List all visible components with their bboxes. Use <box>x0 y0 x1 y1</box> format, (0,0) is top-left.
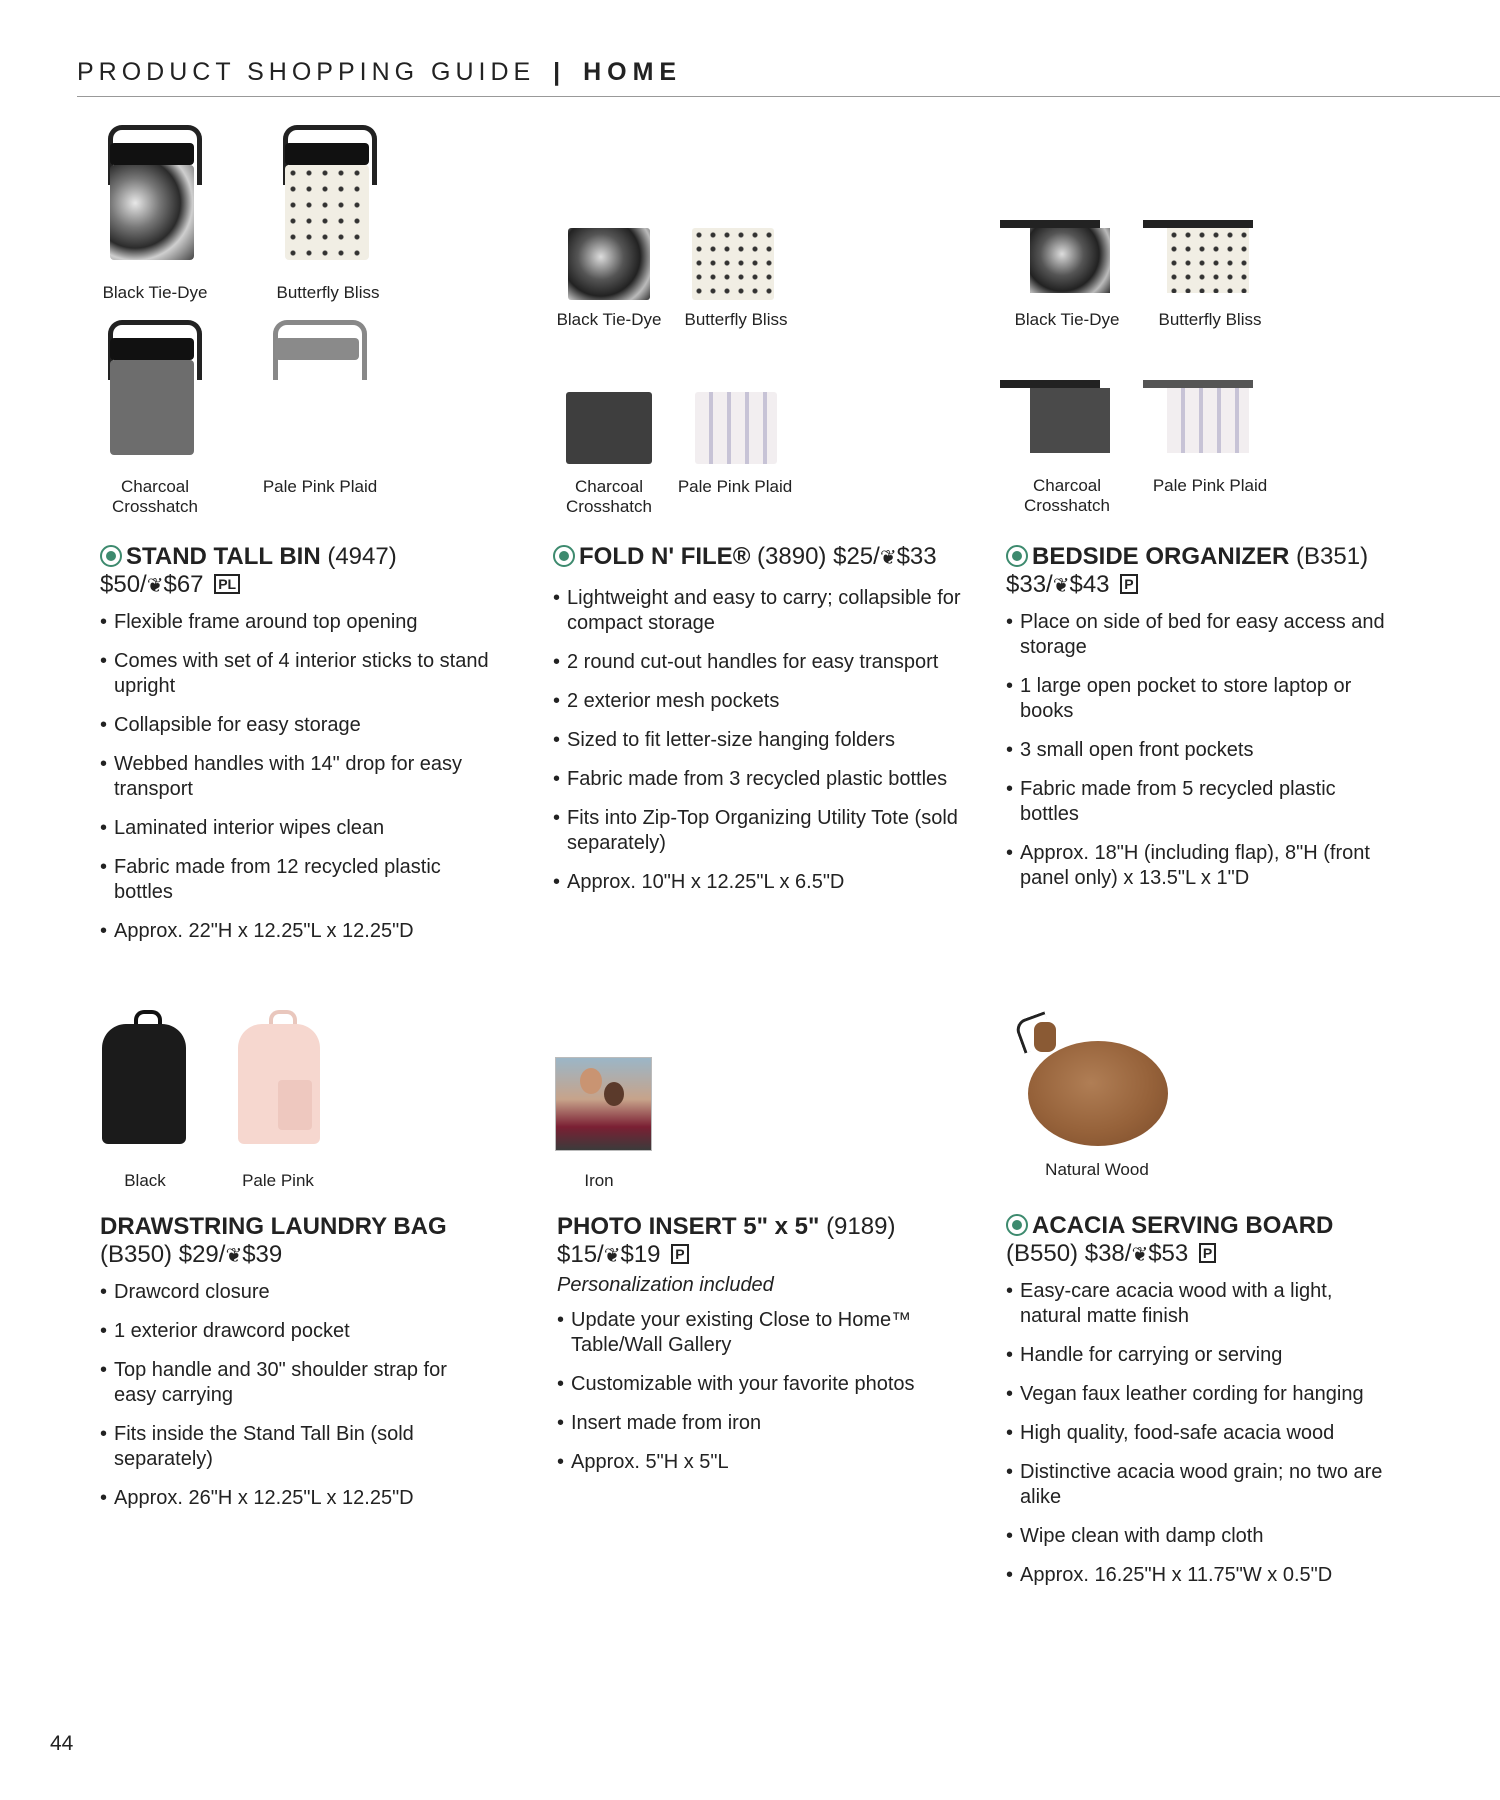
swatch-label: Pale Pink Plaid <box>262 477 378 496</box>
swatch-image-butterfly-bliss <box>692 228 774 300</box>
canada-maple-icon: ❦ <box>146 575 164 597</box>
swatch-label: Charcoal Crosshatch <box>566 477 652 516</box>
swatch-label: Charcoal Crosshatch <box>112 477 198 516</box>
swatch-image-butterfly-bliss <box>1143 220 1253 295</box>
product-title: BEDSIDE ORGANIZER (B351) <box>1006 543 1396 571</box>
list-item: • Comes with set of 4 interior sticks to stand upright <box>100 649 500 699</box>
feature-list <box>1006 1279 1396 1588</box>
canada-maple-icon: ❦ <box>879 547 897 569</box>
list-item: • 3 small open front pockets <box>1006 738 1396 763</box>
product-price: $33/❦$43 P <box>1006 571 1396 600</box>
list-item: • Fabric made from 3 recycled plastic bottles <box>553 767 973 792</box>
product-price: (B550) $38/❦$53 P <box>1006 1240 1396 1269</box>
list-item: • Flexible frame around top opening <box>100 610 500 635</box>
list-item: • Fits into Zip-Top Organizing Utility Tote (sold separately) <box>553 806 973 856</box>
list-item: • Top handle and 30" shoulder strap for easy carrying <box>100 1358 460 1408</box>
page-number: 44 <box>50 1732 74 1755</box>
product-fold-n-file <box>553 543 973 909</box>
swatch-image-charcoal-crosshatch <box>100 320 210 460</box>
product-title: DRAWSTRING LAUNDRY BAG <box>100 1213 447 1240</box>
product-title: PHOTO INSERT 5" x 5" (9189) <box>557 1213 896 1240</box>
recycled-icon <box>1006 545 1028 567</box>
list-item: • Wipe clean with damp cloth <box>1006 1524 1396 1549</box>
product-bedside-organizer <box>1006 543 1396 905</box>
swatch-image-iron-photo <box>555 1057 652 1151</box>
product-price: $15/❦$19 P <box>557 1241 967 1270</box>
swatch-image-black-tie-dye <box>100 125 210 265</box>
product-price: $50/❦$67 PL <box>100 571 500 600</box>
swatch-label: Black Tie-Dye <box>556 310 662 329</box>
list-item: • Approx. 22"H x 12.25"L x 12.25"D <box>100 919 500 944</box>
header-rule <box>77 96 1500 97</box>
product-price: (B350) $29/❦$39 <box>100 1241 283 1268</box>
product-price: $25/❦$33 <box>833 543 937 570</box>
swatch-label: Butterfly Bliss <box>684 310 788 329</box>
swatch-label: Pale Pink Plaid <box>1152 476 1268 495</box>
list-item: • Update your existing Close to Home™ Table/Wall Gallery <box>557 1308 967 1358</box>
list-item: • Distinctive acacia wood grain; no two are alike <box>1006 1460 1396 1510</box>
canada-maple-icon: ❦ <box>225 1245 243 1267</box>
swatch-image-butterfly-bliss <box>275 125 385 265</box>
list-item: • Place on side of bed for easy access and storage <box>1006 610 1396 660</box>
feature-list <box>100 610 500 944</box>
swatch-image-charcoal-crosshatch <box>566 392 652 464</box>
feature-list <box>100 1280 460 1511</box>
canada-maple-icon: ❦ <box>1131 1244 1149 1266</box>
swatch-image-pale-pink-plaid <box>265 320 375 460</box>
list-item: • Customizable with your favorite photos <box>557 1372 967 1397</box>
product-code: (9189) <box>826 1213 896 1240</box>
list-item: • 1 exterior drawcord pocket <box>100 1319 460 1344</box>
product-code: (B550) <box>1006 1240 1079 1267</box>
canada-maple-icon: ❦ <box>603 1245 621 1267</box>
swatch-image-black-tie-dye <box>568 228 650 300</box>
swatch-label: Black Tie-Dye <box>102 283 208 302</box>
swatch-image-pale-pink <box>236 1010 322 1145</box>
list-item: • Approx. 5"H x 5"L <box>557 1450 967 1475</box>
list-item: • Fabric made from 12 recycled plastic bottles <box>100 855 500 905</box>
personalization-badge: P <box>1199 1243 1216 1263</box>
swatch-image-charcoal-crosshatch <box>1000 380 1110 455</box>
swatch-image-pale-pink-plaid <box>695 392 777 464</box>
swatch-label: Butterfly Bliss <box>276 283 380 302</box>
list-item: • Sized to fit letter-size hanging folders <box>553 728 973 753</box>
product-title: STAND TALL BIN (4947) <box>100 543 500 571</box>
list-item: • 2 exterior mesh pockets <box>553 689 973 714</box>
swatch-image-natural-wood <box>1008 1006 1168 1146</box>
personalization-badge: PL <box>214 574 240 594</box>
swatch-label: Natural Wood <box>1045 1160 1149 1179</box>
product-code: (B350) <box>100 1241 173 1268</box>
guide-title: PRODUCT SHOPPING GUIDE <box>77 58 536 86</box>
personalization-badge: P <box>1120 574 1137 594</box>
list-item: • Fits inside the Stand Tall Bin (sold separately) <box>100 1422 460 1472</box>
product-photo-insert <box>557 1213 967 1489</box>
product-acacia-serving-board <box>1006 1212 1396 1602</box>
list-item: • Collapsible for easy storage <box>100 713 500 738</box>
product-title: FOLD N' FILE® (3890) $25/❦$33 <box>553 543 973 572</box>
product-title: ACACIA SERVING BOARD <box>1006 1212 1396 1240</box>
swatch-label: Butterfly Bliss <box>1158 310 1262 329</box>
list-item: • Vegan faux leather cording for hanging <box>1006 1382 1396 1407</box>
swatch-label: Black <box>124 1171 166 1190</box>
personalization-note: Personalization included <box>557 1274 774 1296</box>
swatch-label: Charcoal Crosshatch <box>1024 476 1110 515</box>
personalization-badge: P <box>671 1244 688 1264</box>
list-item: • Webbed handles with 14" drop for easy transport <box>100 752 500 802</box>
list-item: • Approx. 10"H x 12.25"L x 6.5"D <box>553 870 973 895</box>
section-title: HOME <box>583 58 683 86</box>
feature-list <box>557 1308 967 1475</box>
product-code: (B351) <box>1296 543 1369 570</box>
list-item: • Laminated interior wipes clean <box>100 816 500 841</box>
list-item: • Lightweight and easy to carry; collapsible for compact storage <box>553 586 973 636</box>
product-drawstring-laundry-bag <box>100 1213 460 1525</box>
leaf-icon <box>1006 1214 1028 1236</box>
swatch-image-black <box>100 1010 188 1145</box>
list-item: • Approx. 16.25"H x 11.75"W x 0.5"D <box>1006 1563 1396 1588</box>
feature-list <box>553 586 973 895</box>
feature-list <box>1006 610 1396 891</box>
swatch-image-black-tie-dye <box>1000 220 1110 295</box>
canada-maple-icon: ❦ <box>1052 575 1070 597</box>
list-item: • Approx. 26"H x 12.25"L x 12.25"D <box>100 1486 460 1511</box>
product-stand-tall-bin <box>100 543 500 958</box>
product-code: (4947) <box>327 543 397 570</box>
swatch-label: Pale Pink <box>242 1171 314 1190</box>
list-item: • Approx. 18"H (including flap), 8"H (front panel only) x 13.5"L x 1"D <box>1006 841 1396 891</box>
list-item: • Easy-care acacia wood with a light, natural matte finish <box>1006 1279 1396 1329</box>
list-item: • Fabric made from 5 recycled plastic bottles <box>1006 777 1396 827</box>
list-item: • 1 large open pocket to store laptop or books <box>1006 674 1396 724</box>
header-separator: | <box>553 58 566 86</box>
list-item: • 2 round cut-out handles for easy transport <box>553 650 973 675</box>
product-code: (3890) <box>757 543 827 570</box>
page-header <box>77 58 682 87</box>
list-item: • Insert made from iron <box>557 1411 967 1436</box>
list-item: • Drawcord closure <box>100 1280 460 1305</box>
swatch-label: Iron <box>584 1171 614 1190</box>
recycled-icon <box>100 545 122 567</box>
list-item: • Handle for carrying or serving <box>1006 1343 1396 1368</box>
recycled-icon <box>553 545 575 567</box>
swatch-label: Black Tie-Dye <box>1014 310 1120 329</box>
swatch-label: Pale Pink Plaid <box>677 477 793 496</box>
list-item: • High quality, food-safe acacia wood <box>1006 1421 1396 1446</box>
swatch-image-pale-pink-plaid <box>1143 380 1253 455</box>
